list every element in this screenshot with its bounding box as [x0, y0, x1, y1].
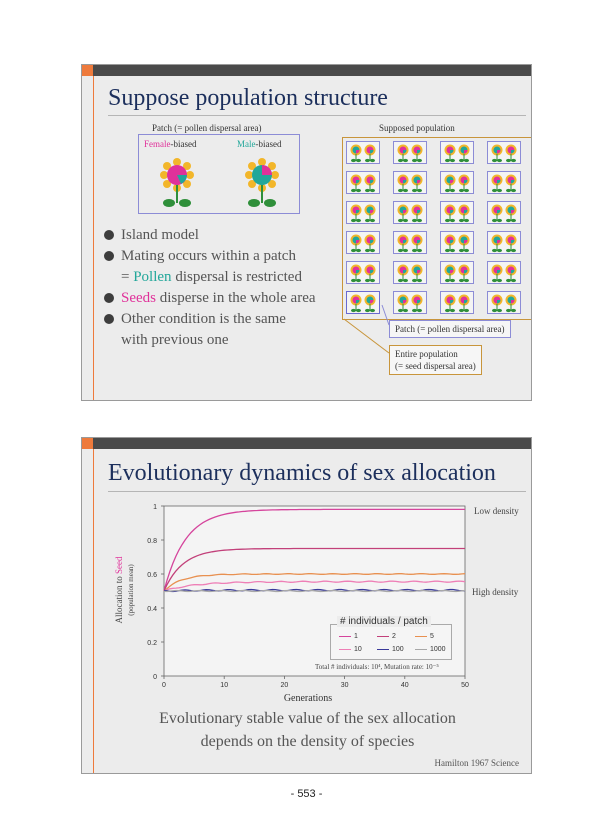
y-label-seed: Seed: [114, 556, 124, 574]
mini-flower-icon: [347, 142, 381, 165]
chart-footnote: Total # individuals: 10⁴, Mutation rate: 10⁻⁵: [315, 663, 439, 671]
y-tick-label: 0.4: [147, 606, 157, 613]
callout-line-1: Entire population: [395, 349, 458, 359]
patch-cell: [487, 141, 521, 164]
low-density-label: Low density: [474, 506, 519, 516]
patch-cell: [440, 261, 474, 284]
legend-item-5: [415, 633, 434, 640]
mini-flower-icon: [488, 172, 522, 195]
bullet-text: Mating occurs within a patch: [121, 248, 296, 264]
mini-flower-icon: [347, 172, 381, 195]
legend-item-1000: [415, 646, 446, 653]
patch-cell: [440, 231, 474, 254]
mini-flower-icon: [488, 202, 522, 225]
legend-label: 5: [430, 633, 434, 640]
patch-cell: [487, 291, 521, 314]
seeds-word: Seeds: [121, 290, 156, 306]
mini-flower-icon: [441, 172, 475, 195]
bullet-text: Other condition is the same: [121, 311, 286, 327]
legend-label: 100: [392, 646, 404, 653]
legend-swatch: [415, 649, 427, 651]
x-axis-label: Generations: [283, 693, 333, 704]
mini-flower-icon: [347, 232, 381, 255]
patch-cell: [487, 201, 521, 224]
legend-label: 1: [354, 633, 358, 640]
mini-flower-icon: [394, 202, 428, 225]
legend-swatch: [415, 636, 427, 638]
mini-flower-icon: [347, 292, 381, 315]
patch-cell: [346, 141, 380, 164]
mini-flower-icon: [441, 262, 475, 285]
patch-cell: [393, 231, 427, 254]
legend-item-10: [339, 646, 362, 653]
x-tick-label: 10: [220, 682, 229, 689]
y-axis-label: [114, 556, 124, 623]
y-tick-label: 0.2: [147, 640, 157, 647]
conclusion-line-2: depends on the density of species: [200, 733, 415, 750]
patch-cell: [440, 171, 474, 194]
legend-label: 10: [354, 646, 362, 653]
patch-cell: [393, 171, 427, 194]
patch-cell: [393, 261, 427, 284]
patch-cell: [346, 261, 380, 284]
bullet-text: disperse in the whole area: [156, 290, 316, 306]
legend-item-1: [339, 633, 358, 640]
legend-swatch: [377, 636, 389, 638]
mini-flower-icon: [394, 262, 428, 285]
legend-swatch: [377, 649, 389, 651]
y-tick-label: 0.6: [147, 572, 157, 579]
legend-item-2: [377, 633, 396, 640]
patch-cell: [487, 171, 521, 194]
callout-line-2: (= seed dispersal area): [395, 361, 476, 371]
bullet-text: Island model: [121, 227, 199, 243]
patch-cell: [346, 171, 380, 194]
legend-swatch: [339, 636, 351, 638]
legend-title: # individuals / patch: [337, 616, 431, 627]
mini-flower-icon: [394, 172, 428, 195]
mini-flower-icon: [394, 292, 428, 315]
patch-cell: [393, 201, 427, 224]
high-density-label: High density: [472, 587, 519, 597]
patch-cell: [440, 141, 474, 164]
bullet-prefix: =: [121, 269, 134, 285]
legend-swatch: [339, 649, 351, 651]
x-tick-label: 40: [400, 682, 409, 689]
patch-cell: [393, 291, 427, 314]
mini-flower-icon: [441, 202, 475, 225]
mini-flower-icon: [488, 292, 522, 315]
x-tick-label: 0: [162, 682, 166, 689]
mini-flower-icon: [488, 142, 522, 165]
patch-cell: [346, 231, 380, 254]
chart-legend: [330, 616, 452, 660]
legend-label: 2: [392, 633, 396, 640]
female-suffix: -biased: [170, 139, 197, 149]
female-word: Female: [144, 139, 171, 149]
patch-cell: [440, 201, 474, 224]
page-number: - 553 -: [290, 788, 323, 800]
patch-cell: [440, 291, 474, 314]
mini-flower-icon: [347, 262, 381, 285]
mini-flower-icon: [441, 232, 475, 255]
bullet-text: dispersal is restricted: [171, 269, 302, 285]
mini-flower-icon: [441, 292, 475, 315]
patch-cell: [346, 201, 380, 224]
male-word: Male: [237, 139, 256, 149]
slide-evolutionary-dynamics: [81, 437, 532, 774]
y-axis-sublabel: (population mean): [127, 564, 135, 616]
conclusion-line-1: Evolutionary stable value of the sex allocation: [159, 710, 456, 727]
patch-cell: [487, 231, 521, 254]
legend-label: 1000: [430, 646, 446, 653]
mini-flower-icon: [394, 232, 428, 255]
x-tick-label: 20: [280, 682, 289, 689]
supposed-population-label: Supposed population: [379, 123, 455, 133]
patch-callout: Patch (= pollen dispersal area): [389, 320, 511, 338]
sex-allocation-chart: [82, 438, 532, 718]
pollen-word: Pollen: [133, 269, 172, 285]
y-label-prefix: Allocation to: [114, 574, 124, 624]
y-tick-label: 0.8: [147, 538, 157, 545]
legend-item-100: [377, 646, 404, 653]
reference: Hamilton 1967 Science: [434, 758, 519, 768]
y-tick-label: 1: [153, 504, 157, 511]
bullet-continuation: with previous one: [121, 332, 229, 348]
male-suffix: -biased: [255, 139, 282, 149]
slide-title: Suppose population structure: [108, 85, 388, 111]
mini-flower-icon: [441, 142, 475, 165]
x-tick-label: 50: [461, 682, 469, 689]
mini-flower-icon: [488, 262, 522, 285]
patch-cell: [346, 291, 380, 314]
slide-population-structure: [81, 64, 532, 401]
mini-flower-icon: [347, 202, 381, 225]
mini-flower-icon: [488, 232, 522, 255]
patch-label: Patch (= pollen dispersal area): [152, 123, 262, 133]
x-tick-label: 30: [340, 682, 349, 689]
patch-cell: [487, 261, 521, 284]
mini-flower-icon: [394, 142, 428, 165]
slide-title: Evolutionary dynamics of sex allocation: [108, 460, 496, 486]
y-tick-label: 0: [153, 674, 157, 681]
patch-cell: [393, 141, 427, 164]
